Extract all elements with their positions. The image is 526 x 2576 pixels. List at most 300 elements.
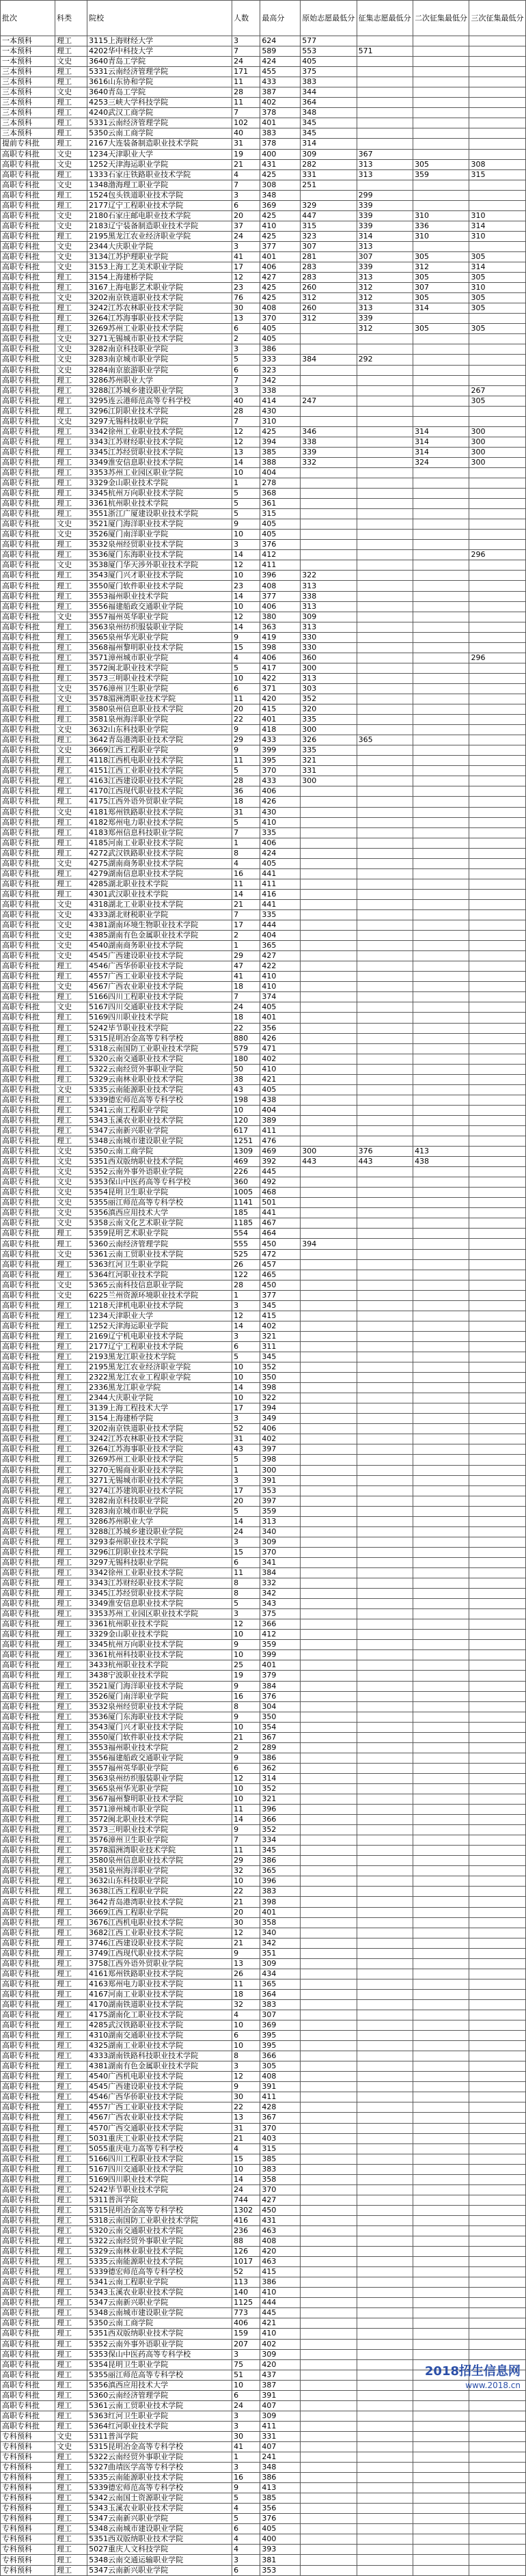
school-cell: 5315昆明冶金高等专科学校	[87, 1033, 232, 1043]
table-row	[1, 591, 526, 601]
category-cell: 理工	[55, 868, 87, 879]
collect-min-cell	[357, 426, 413, 437]
second-collect-min-cell	[413, 807, 469, 817]
max-score-cell: 394	[260, 437, 301, 447]
third-collect-min-cell	[469, 909, 526, 920]
second-collect-min-cell	[413, 735, 469, 745]
second-collect-min-cell	[413, 2092, 469, 2102]
original-min-cell	[301, 2565, 357, 2575]
category-cell: 理工	[55, 2102, 87, 2113]
third-collect-min-cell	[469, 1917, 526, 1928]
original-min-cell	[301, 972, 357, 982]
category-cell: 理工	[55, 2113, 87, 2123]
max-score-cell: 363	[260, 622, 301, 632]
count-cell: 9	[232, 1948, 260, 1958]
original-min-cell	[301, 550, 357, 560]
school-cell: 3134江苏护理职业学院	[87, 251, 232, 262]
original-min-cell	[301, 1095, 357, 1105]
max-score-cell: 387	[260, 2380, 301, 2390]
original-min-cell	[301, 931, 357, 941]
school-cell: 3283南京城市职业学院	[87, 355, 232, 365]
second-collect-min-cell	[413, 663, 469, 673]
collect-min-cell	[357, 1742, 413, 1753]
original-min-cell	[301, 344, 357, 355]
count-cell: 5	[232, 663, 260, 673]
category-cell: 理工	[55, 1794, 87, 1805]
batch-cell: 高职专科批	[1, 1043, 55, 1054]
category-cell: 理工	[55, 879, 87, 889]
original-min-cell	[301, 2041, 357, 2051]
batch-cell: 高职专科批	[1, 1157, 55, 1167]
category-cell: 理工	[55, 673, 87, 683]
collect-min-cell	[357, 67, 413, 77]
count-cell: 31	[232, 1434, 260, 1444]
batch-cell: 高职专科批	[1, 1948, 55, 1958]
school-cell: 3573三明职业技术学院	[87, 673, 232, 683]
second-collect-min-cell	[413, 499, 469, 509]
third-collect-min-cell	[469, 2524, 526, 2534]
max-score-cell: 396	[260, 1876, 301, 1887]
second-collect-min-cell	[413, 355, 469, 365]
max-score-cell: 421	[260, 2318, 301, 2329]
count-cell: 5	[232, 355, 260, 365]
collect-min-cell	[357, 1938, 413, 1948]
batch-cell: 高职专科批	[1, 293, 55, 303]
table-row	[1, 745, 526, 756]
third-collect-min-cell	[469, 1033, 526, 1043]
third-collect-min-cell	[469, 1218, 526, 1229]
category-cell: 理工	[55, 1897, 87, 1907]
collect-min-cell	[357, 1125, 413, 1136]
category-cell: 理工	[55, 273, 87, 283]
third-collect-min-cell	[469, 314, 526, 324]
batch-cell: 高职专科批	[1, 375, 55, 385]
count-cell: 40	[232, 396, 260, 406]
third-collect-min-cell	[469, 87, 526, 98]
collect-min-cell: 339	[357, 314, 413, 324]
count-cell: 14	[232, 1383, 260, 1393]
original-min-cell	[301, 1043, 357, 1054]
original-min-cell	[301, 1783, 357, 1794]
collect-min-cell	[357, 1630, 413, 1640]
third-collect-min-cell: 305	[469, 324, 526, 334]
collect-min-cell	[357, 550, 413, 560]
third-collect-min-cell	[469, 663, 526, 673]
second-collect-min-cell	[413, 67, 469, 77]
category-cell: 理工	[55, 1125, 87, 1136]
original-min-cell	[301, 982, 357, 992]
table-row	[1, 2102, 526, 2113]
batch-cell: 高职专科批	[1, 1917, 55, 1928]
max-score-cell: 406	[260, 262, 301, 273]
table-row	[1, 1691, 526, 1701]
batch-cell: 三本预科	[1, 67, 55, 77]
category-cell: 文史	[55, 365, 87, 375]
batch-cell: 高职专科批	[1, 1084, 55, 1095]
collect-min-cell	[357, 1218, 413, 1229]
category-cell: 理工	[55, 2154, 87, 2164]
count-cell: 360	[232, 1177, 260, 1188]
batch-cell: 高职专科批	[1, 1907, 55, 1917]
collect-min-cell	[357, 1783, 413, 1794]
school-cell: 3296江阴职业技术学院	[87, 1547, 232, 1557]
table-row	[1, 1198, 526, 1208]
batch-cell: 高职专科批	[1, 889, 55, 899]
original-min-cell	[301, 509, 357, 519]
school-cell: 3361杭州职业技术学院	[87, 1619, 232, 1630]
max-score-cell: 427	[260, 951, 301, 961]
school-cell: 5166四川工程职业技术学院	[87, 992, 232, 1002]
collect-min-cell	[357, 457, 413, 467]
batch-cell: 高职专科批	[1, 355, 55, 365]
count-cell: 21	[232, 159, 260, 169]
original-min-cell	[301, 1516, 357, 1526]
max-score-cell: 464	[260, 1229, 301, 1239]
school-cell: 5322云南经贸外事职业学院	[87, 2236, 232, 2247]
category-cell: 理工	[55, 2051, 87, 2061]
count-cell: 14	[232, 550, 260, 560]
category-cell: 理工	[55, 1599, 87, 1609]
school-cell: 4333湖南铁路科技职业技术学院	[87, 2051, 232, 2061]
count-cell: 7	[232, 180, 260, 190]
second-collect-min-cell	[413, 909, 469, 920]
max-score-cell: 427	[260, 273, 301, 283]
school-cell: 4285湖北职业技术学院	[87, 879, 232, 889]
second-collect-min-cell	[413, 1198, 469, 1208]
category-cell: 文史	[55, 2441, 87, 2452]
original-min-cell	[301, 1115, 357, 1125]
table-row	[1, 447, 526, 457]
max-score-cell: 402	[260, 1321, 301, 1331]
third-collect-min-cell	[469, 838, 526, 848]
original-min-cell	[301, 2555, 357, 2565]
collect-min-cell	[357, 1589, 413, 1599]
second-collect-min-cell	[413, 2441, 469, 2452]
second-collect-min-cell	[413, 1434, 469, 1444]
third-collect-min-cell	[469, 2215, 526, 2225]
school-cell: 5351西双版纳职业技术学院	[87, 2329, 232, 2339]
count-cell: 8	[232, 848, 260, 858]
original-min-cell: 300	[301, 776, 357, 786]
max-score-cell: 378	[260, 108, 301, 118]
collect-min-cell	[357, 1136, 413, 1147]
count-cell: 6	[232, 324, 260, 334]
category-cell: 理工	[55, 406, 87, 416]
collect-min-cell: 571	[357, 46, 413, 57]
batch-cell: 高职专科批	[1, 2298, 55, 2308]
max-score-cell: 393	[260, 2545, 301, 2555]
max-score-cell: 387	[260, 87, 301, 98]
second-collect-min-cell	[413, 683, 469, 694]
collect-min-cell	[357, 36, 413, 46]
second-collect-min-cell	[413, 1567, 469, 1578]
collect-min-cell	[357, 848, 413, 858]
category-cell: 理工	[55, 1742, 87, 1753]
max-score-cell: 405	[260, 324, 301, 334]
count-cell: 29	[232, 735, 260, 745]
batch-cell: 高职专科批	[1, 1002, 55, 1013]
collect-min-cell: 313	[357, 303, 413, 314]
original-min-cell	[301, 1444, 357, 1455]
max-score-cell: 351	[260, 1948, 301, 1958]
table-row	[1, 1321, 526, 1331]
category-cell: 理工	[55, 2308, 87, 2318]
original-min-cell	[301, 2174, 357, 2184]
batch-cell: 高职专科批	[1, 1239, 55, 1249]
original-min-cell	[301, 385, 357, 396]
count-cell: 469	[232, 1157, 260, 1167]
original-min-cell: 345	[301, 128, 357, 139]
category-cell: 理工	[55, 1105, 87, 1115]
max-score-cell: 402	[260, 2339, 301, 2349]
table-row	[1, 1742, 526, 1753]
original-min-cell	[301, 2195, 357, 2205]
batch-cell: 高职专科批	[1, 1578, 55, 1589]
table-row	[1, 293, 526, 303]
school-cell: 4175江西外语外贸职业学院	[87, 797, 232, 807]
second-collect-min-cell	[413, 1043, 469, 1054]
table-row	[1, 1671, 526, 1681]
third-collect-min-cell	[469, 1897, 526, 1907]
table-row	[1, 2555, 526, 2565]
original-min-cell	[301, 2061, 357, 2072]
second-collect-min-cell	[413, 2020, 469, 2031]
second-collect-min-cell	[413, 591, 469, 601]
school-cell: 3572闽北职业技术学院	[87, 1815, 232, 1825]
second-collect-min-cell	[413, 2288, 469, 2298]
count-cell: 1005	[232, 1188, 260, 1198]
max-score-cell: 375	[260, 1609, 301, 1619]
second-collect-min-cell	[413, 1249, 469, 1259]
count-cell: 10	[232, 1794, 260, 1805]
batch-cell: 高职专科批	[1, 1208, 55, 1218]
collect-min-cell	[357, 1424, 413, 1434]
third-collect-min-cell	[469, 591, 526, 601]
original-min-cell	[301, 1907, 357, 1917]
batch-cell: 一本预科	[1, 36, 55, 46]
school-cell: 4540湖南商务职业技术学院	[87, 941, 232, 951]
second-collect-min-cell	[413, 1681, 469, 1691]
count-cell: 41	[232, 972, 260, 982]
max-score-cell: 356	[260, 1023, 301, 1033]
batch-cell: 高职专科批	[1, 1609, 55, 1619]
category-cell: 文史	[55, 221, 87, 231]
table-row	[1, 118, 526, 128]
second-collect-min-cell	[413, 868, 469, 879]
second-collect-min-cell	[413, 2318, 469, 2329]
second-collect-min-cell	[413, 1732, 469, 1742]
table-row	[1, 2205, 526, 2215]
collect-min-cell: 312	[357, 283, 413, 293]
max-score-cell: 309	[260, 2349, 301, 2359]
third-collect-min-cell	[469, 1023, 526, 1033]
third-collect-min-cell	[469, 67, 526, 77]
batch-cell: 高职专科批	[1, 1773, 55, 1783]
max-score-cell: 425	[260, 231, 301, 241]
batch-cell: 高职专科批	[1, 1866, 55, 1876]
table-row	[1, 827, 526, 838]
count-cell: 14	[232, 889, 260, 899]
table-row	[1, 2411, 526, 2421]
batch-cell: 高职专科批	[1, 2154, 55, 2164]
original-min-cell: 344	[301, 87, 357, 98]
original-min-cell	[301, 1897, 357, 1907]
third-collect-min-cell	[469, 776, 526, 786]
collect-min-cell	[357, 1999, 413, 2010]
category-cell: 理工	[55, 2195, 87, 2205]
batch-cell: 高职专科批	[1, 509, 55, 519]
batch-cell: 高职专科批	[1, 560, 55, 571]
collect-min-cell	[357, 1794, 413, 1805]
table-row	[1, 1619, 526, 1630]
original-min-cell: 300	[301, 1147, 357, 1157]
school-cell: 5167四川交通职业技术学院	[87, 2164, 232, 2174]
table-row	[1, 251, 526, 262]
collect-min-cell	[357, 571, 413, 581]
collect-min-cell	[357, 1414, 413, 1424]
collect-min-cell	[357, 2041, 413, 2051]
school-cell: 4170湖南铁道职业技术学院	[87, 1999, 232, 2010]
max-score-cell: 369	[260, 200, 301, 210]
third-collect-min-cell	[469, 2298, 526, 2308]
school-cell: 3682江西工业职业技术学院	[87, 1928, 232, 1938]
second-collect-min-cell	[413, 2031, 469, 2041]
table-row	[1, 1002, 526, 1013]
second-collect-min-cell	[413, 365, 469, 375]
third-collect-min-cell	[469, 1599, 526, 1609]
count-cell: 7	[232, 909, 260, 920]
max-score-cell: 348	[260, 190, 301, 200]
second-collect-min-cell	[413, 2545, 469, 2555]
batch-cell: 专科预科	[1, 2534, 55, 2545]
third-collect-min-cell: 308	[469, 159, 526, 169]
third-collect-min-cell	[469, 1835, 526, 1846]
category-cell: 文史	[55, 57, 87, 67]
max-score-cell: 441	[260, 1208, 301, 1218]
table-row	[1, 231, 526, 241]
max-score-cell: 323	[260, 365, 301, 375]
school-cell: 3274江苏建筑职业技术学院	[87, 1485, 232, 1496]
count-cell: 198	[232, 1095, 260, 1105]
collect-min-cell	[357, 951, 413, 961]
table-row	[1, 159, 526, 169]
school-cell: 3669江西工程职业学院	[87, 745, 232, 756]
batch-cell: 高职专科批	[1, 447, 55, 457]
school-cell: 5318云南国防工业职业技术学院	[87, 2215, 232, 2225]
collect-min-cell	[357, 2061, 413, 2072]
table-row	[1, 1496, 526, 1506]
batch-cell: 高职专科批	[1, 1516, 55, 1526]
category-cell: 理工	[55, 2205, 87, 2215]
category-cell: 理工	[55, 1414, 87, 1424]
school-cell: 3202南京铁道职业技术学院	[87, 293, 232, 303]
batch-cell: 高职专科批	[1, 1887, 55, 1897]
max-score-cell: 309	[260, 1537, 301, 1547]
third-collect-min-cell: 300	[469, 447, 526, 457]
third-collect-min-cell	[469, 489, 526, 499]
school-cell: 4185河南工业职业技术学院	[87, 838, 232, 848]
count-cell: 171	[232, 67, 260, 77]
table-row	[1, 1897, 526, 1907]
second-collect-min-cell	[413, 1876, 469, 1887]
max-score-cell: 465	[260, 1270, 301, 1280]
count-cell: 18	[232, 1989, 260, 1999]
table-row	[1, 1013, 526, 1023]
count-cell: 3	[232, 385, 260, 396]
max-score-cell: 411	[260, 2421, 301, 2431]
table-row	[1, 36, 526, 46]
max-score-cell: 433	[260, 776, 301, 786]
original-min-cell	[301, 1589, 357, 1599]
third-collect-min-cell	[469, 1403, 526, 1414]
max-score-cell: 501	[260, 1198, 301, 1208]
original-min-cell	[301, 1928, 357, 1938]
collect-min-cell: 339	[357, 262, 413, 273]
max-score-header: 最高分	[260, 1, 301, 36]
category-cell: 理工	[55, 2041, 87, 2051]
category-cell: 理工	[55, 2452, 87, 2463]
table-row	[1, 2524, 526, 2534]
third-collect-min-cell	[469, 1064, 526, 1074]
school-cell: 5351西双版纳职业技术学院	[87, 2534, 232, 2545]
second-collect-min-cell	[413, 2113, 469, 2123]
collect-min-cell	[357, 1599, 413, 1609]
batch-cell: 高职专科批	[1, 1619, 55, 1630]
count-cell: 406	[232, 2318, 260, 2329]
third-collect-min-cell	[469, 139, 526, 149]
original-min-cell	[301, 1681, 357, 1691]
second-collect-min-cell	[413, 1866, 469, 1876]
batch-cell: 高职专科批	[1, 2205, 55, 2215]
max-score-cell: 410	[260, 2288, 301, 2298]
category-cell: 理工	[55, 715, 87, 725]
third-collect-min-cell	[469, 2504, 526, 2514]
max-score-cell: 310	[260, 416, 301, 426]
third-collect-min-cell	[469, 2051, 526, 2061]
batch-cell: 高职专科批	[1, 1681, 55, 1691]
max-score-cell: 441	[260, 868, 301, 879]
max-score-cell: 321	[260, 1794, 301, 1805]
batch-cell: 高职专科批	[1, 457, 55, 467]
count-cell: 10	[232, 2380, 260, 2390]
category-cell: 文史	[55, 1218, 87, 1229]
max-score-cell: 417	[260, 663, 301, 673]
count-cell: 2	[232, 1742, 260, 1753]
second-collect-min-cell	[413, 1403, 469, 1414]
school-cell: 5352云南外事外语职业学院	[87, 2339, 232, 2349]
table-row	[1, 2041, 526, 2051]
original-min-cell	[301, 827, 357, 838]
table-row	[1, 1208, 526, 1218]
table-row	[1, 694, 526, 704]
school-cell: 5327曲靖医学高等专科学校	[87, 2463, 232, 2473]
school-cell: 2344大庆职业学院	[87, 241, 232, 251]
batch-cell: 高职专科批	[1, 1599, 55, 1609]
category-cell: 理工	[55, 1496, 87, 1506]
table-row	[1, 169, 526, 180]
original-min-cell	[301, 1876, 357, 1887]
second-collect-min-cell	[413, 1640, 469, 1650]
category-cell: 理工	[55, 550, 87, 560]
batch-cell: 高职专科批	[1, 2102, 55, 2113]
max-score-cell: 422	[260, 673, 301, 683]
table-row	[1, 221, 526, 231]
category-cell: 文史	[55, 1280, 87, 1290]
batch-cell: 高职专科批	[1, 2195, 55, 2205]
count-cell: 3	[232, 1300, 260, 1311]
collect-min-cell	[357, 1526, 413, 1537]
collect-min-cell	[357, 2473, 413, 2483]
